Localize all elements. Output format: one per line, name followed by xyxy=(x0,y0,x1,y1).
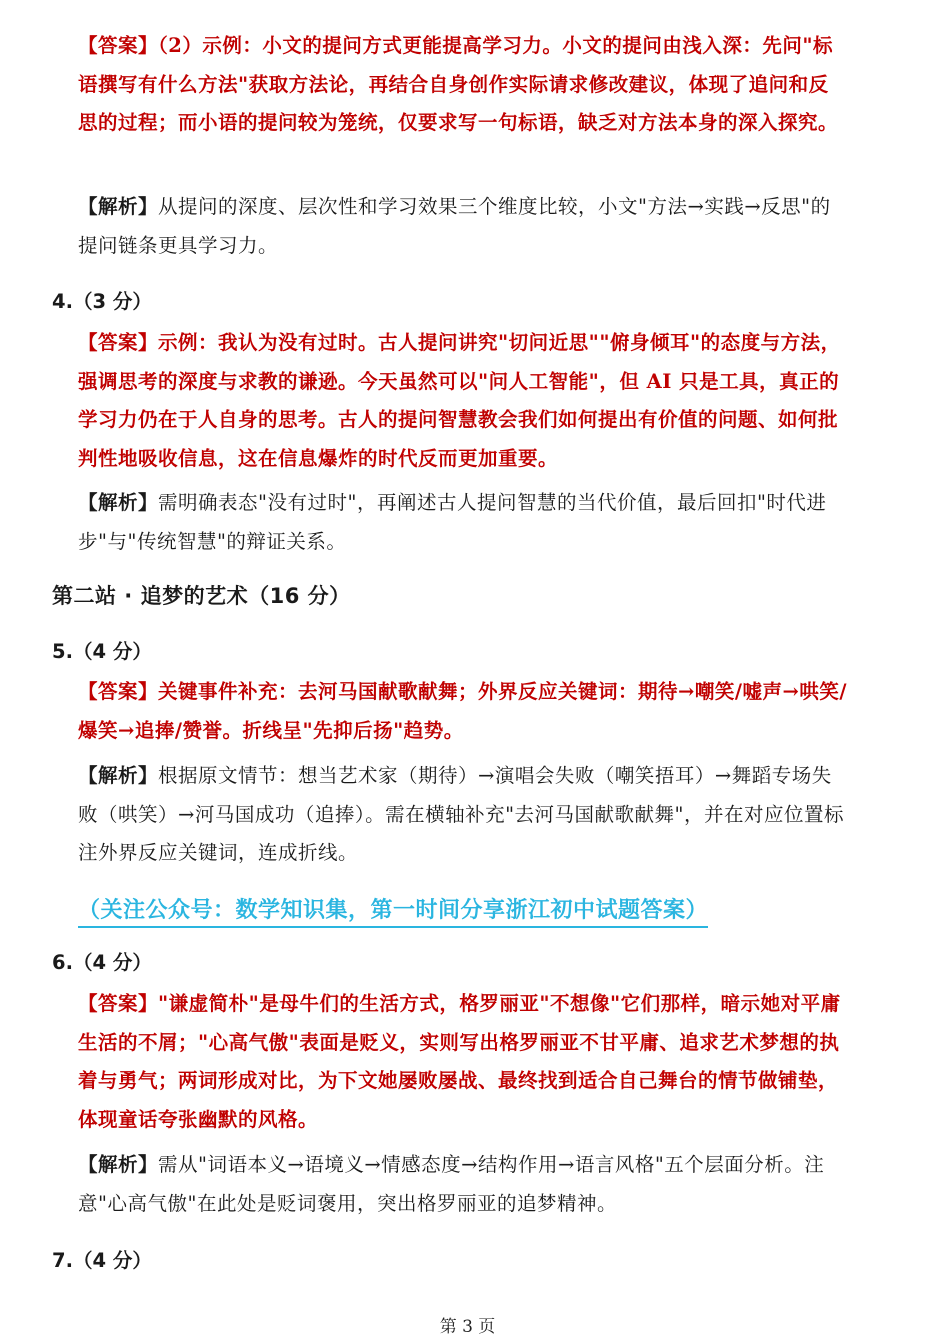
analysis-text: 根据原文情节：想当艺术家（期待）→演唱会失败（嘲笑捂耳）→舞蹈专场失败（哄笑）→河马国成功（追捧）。需在横轴补充"去河马国献歌献舞"，并在对应位置标注外界反应关键词，连成折线。 xyxy=(78,764,845,864)
analysis-block-6 xyxy=(78,1146,848,1223)
analysis-block-5 xyxy=(78,757,848,873)
analysis-text: 需从"词语本义→语境义→情感态度→结构作用→语言风格"五个层面分析。注意"心高气傲"在此处是贬词褒用，突出格罗丽亚的追梦精神。 xyxy=(78,1153,825,1215)
analysis-block-2 xyxy=(78,188,848,265)
page-number: 第 3 页 xyxy=(439,1317,496,1337)
question-7-heading: 7.（4 分） xyxy=(52,1249,152,1272)
analysis-tag: 【解析】 xyxy=(78,195,159,218)
analysis-text: 从提问的深度、层次性和学习效果三个维度比较，小文"方法→实践→反思"的提问链条更具学习力。 xyxy=(78,195,831,257)
answer-text: 示例：我认为没有过时。古人提问讲究"切问近思""俯身倾耳"的态度与方法，强调思考的深度与求教的谦逊。今天虽然可以"问人工智能"，但 AI 只是工具，真正的学习力仍在于人自身的思考。古人的提问智慧教会我们如何提出有价值的问题、如何批判性地吸收信息，这在信息爆炸的时代反而更加重要。 xyxy=(78,331,841,470)
answer-tag: 【答案】 xyxy=(78,34,159,57)
analysis-tag: 【解析】 xyxy=(78,491,159,514)
question-6-heading: 6.（4 分） xyxy=(52,951,152,974)
answer-tag: 【答案】 xyxy=(78,680,159,703)
answer-block-6 xyxy=(78,985,848,1139)
question-4-heading: 4.（3 分） xyxy=(52,290,152,313)
analysis-text: 需明确表态"没有过时"，再阐述古人提问智慧的当代价值，最后回扣"时代进步"与"传统智慧"的辩证关系。 xyxy=(78,491,827,553)
analysis-tag: 【解析】 xyxy=(78,764,159,787)
question-5-heading: 5.（4 分） xyxy=(52,640,152,663)
section-heading: 第二站 · 追梦的艺术（16 分） xyxy=(52,584,351,608)
promo-link[interactable]: （关注公众号：数学知识集，第一时间分享浙江初中试题答案） xyxy=(78,893,708,928)
answer-block-5 xyxy=(78,673,848,750)
answer-tag: 【答案】 xyxy=(78,992,159,1015)
analysis-tag: 【解析】 xyxy=(78,1153,159,1176)
answer-text: "谦虚简朴"是母牛们的生活方式，格罗丽亚"不想像"它们那样，暗示她对平庸生活的不屑；"心高气傲"表面是贬义，实则写出格罗丽亚不甘平庸、追求艺术梦想的执着与勇气；两词形成对比，为下文她屡败屡战、最终找到适合自己舞台的情节做铺垫，体现童话夸张幽默的风格。 xyxy=(78,992,841,1131)
answer-text: 关键事件补充：去河马国献歌献舞；外界反应关键词：期待→嘲笑/嘘声→哄笑/爆笑→追捧/赞誉。折线呈"先抑后扬"趋势。 xyxy=(78,680,847,742)
answer-text: （2）示例：小文的提问方式更能提高学习力。小文的提问由浅入深：先问"标语撰写有什么方法"获取方法论，再结合自身创作实际请求修改建议，体现了追问和反思的过程；而小语的提问较为笼统，仅要求写一句标语，缺乏对方法本身的深入探究。 xyxy=(78,34,839,134)
answer-block-4 xyxy=(78,324,848,478)
answer-block-2 xyxy=(78,27,848,143)
analysis-block-4 xyxy=(78,484,848,561)
answer-tag: 【答案】 xyxy=(78,331,159,354)
